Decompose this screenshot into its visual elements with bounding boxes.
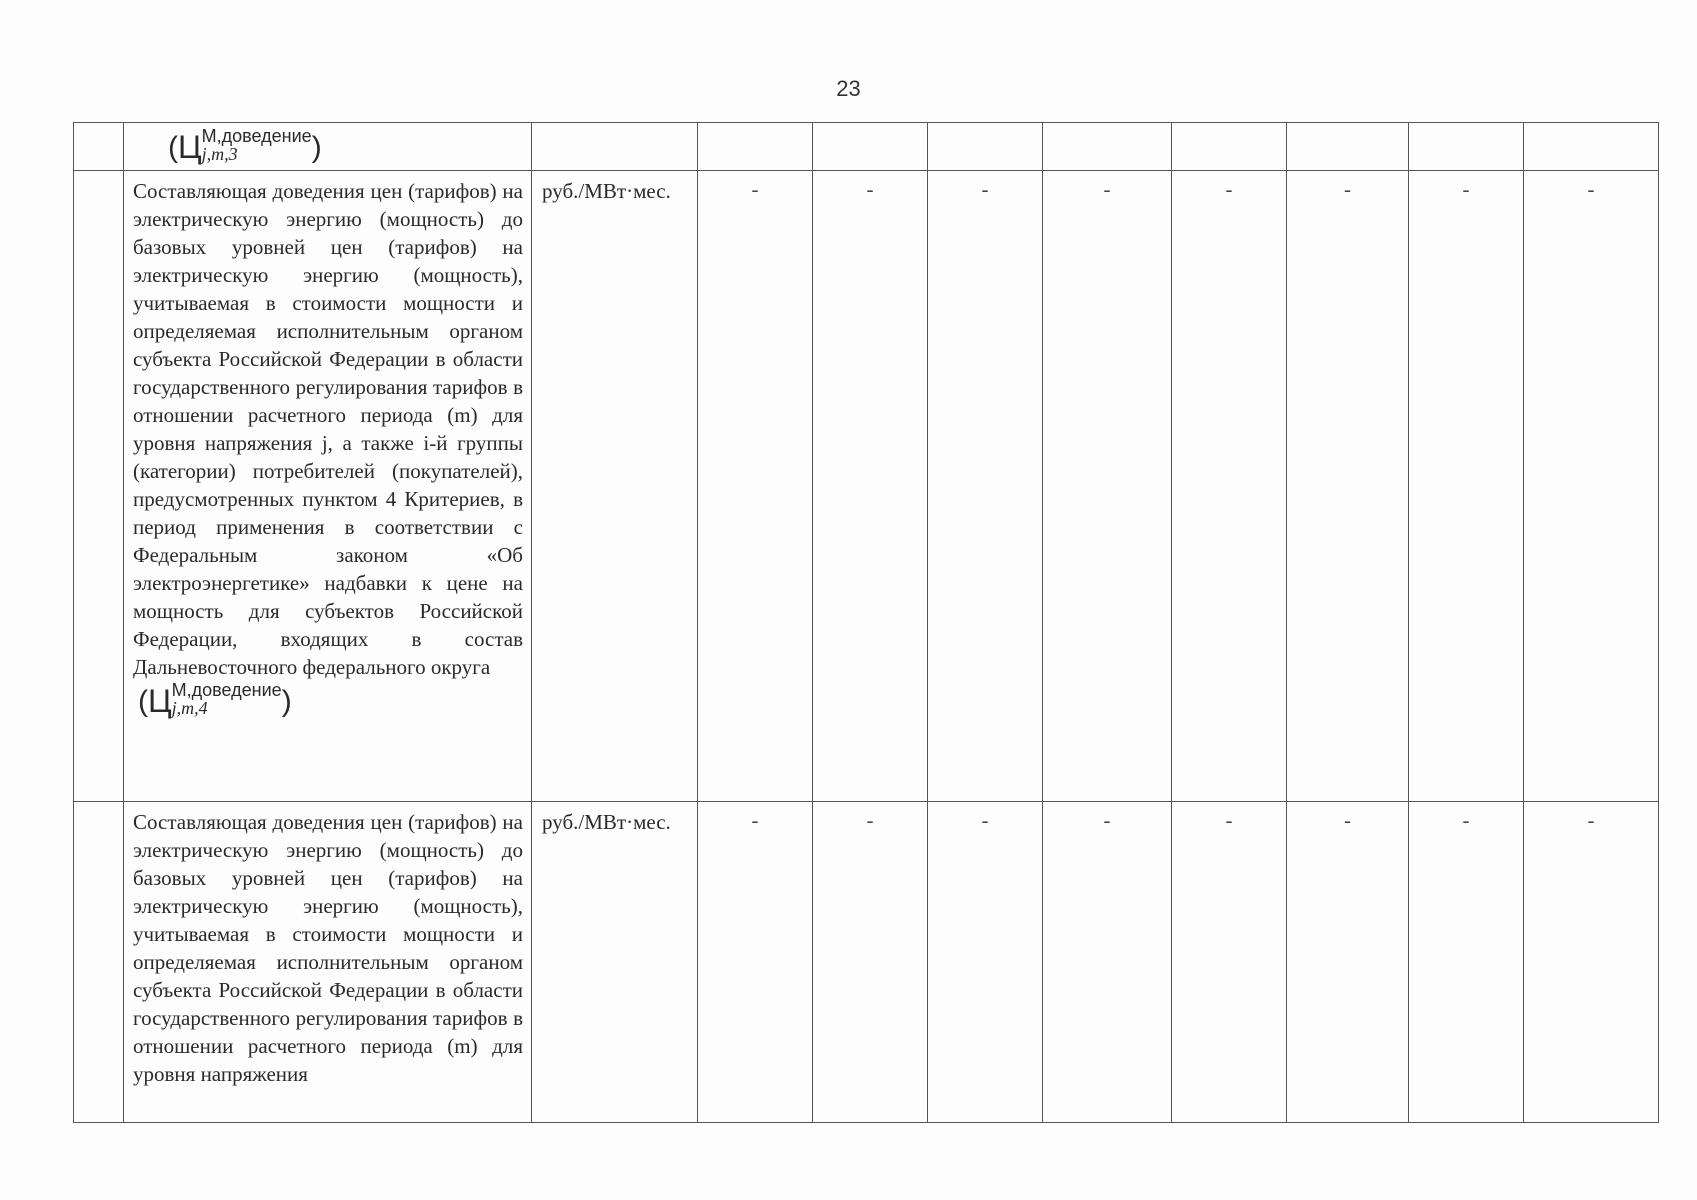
value-cell <box>1287 802 1409 1123</box>
description-cell <box>124 802 532 1123</box>
value-cell <box>1524 171 1659 802</box>
value-dash: - <box>1103 808 1111 832</box>
value-cell <box>1043 802 1172 1123</box>
value-dash: - <box>866 808 874 832</box>
value-dash: - <box>1462 177 1470 201</box>
tariff-table <box>73 122 1659 1123</box>
table-row-continuation <box>74 123 1659 171</box>
value-cell <box>1287 171 1409 802</box>
value-dash: - <box>751 808 759 832</box>
table-row <box>74 171 1659 802</box>
value-dash: - <box>1462 808 1470 832</box>
value-dash: - <box>1103 177 1111 201</box>
value-cell <box>928 802 1043 1123</box>
value-cell <box>1172 123 1287 171</box>
value-dash: - <box>866 177 874 201</box>
page-number: 23 <box>836 76 861 101</box>
formula-open-paren: ( <box>168 131 178 164</box>
value-cell <box>1172 171 1287 802</box>
unit-label: руб./МВт·мес. <box>542 810 671 834</box>
description-cell <box>124 123 532 171</box>
formula-superscript: М,доведение <box>171 680 282 700</box>
value-dash: - <box>981 177 989 201</box>
value-cell <box>1524 802 1659 1123</box>
value-cell <box>698 123 813 171</box>
unit-cell <box>532 123 698 171</box>
value-dash: - <box>1587 177 1595 201</box>
formula-cm-doved-3 <box>124 123 322 163</box>
formula-symbol: Ц <box>148 683 172 719</box>
value-dash: - <box>1587 808 1595 832</box>
value-dash: - <box>1344 808 1351 832</box>
formula-superscript: М,доведение <box>201 126 312 146</box>
value-cell <box>698 171 813 802</box>
description-cell <box>124 171 532 802</box>
value-dash: - <box>981 808 989 832</box>
formula-symbol: Ц <box>178 129 202 165</box>
formula-close-paren: ) <box>311 131 322 164</box>
value-cell <box>928 171 1043 802</box>
value-cell <box>1409 802 1524 1123</box>
formula-cm-doved-4 <box>138 677 292 717</box>
value-cell <box>1043 123 1172 171</box>
table-row <box>74 802 1659 1123</box>
value-cell <box>1409 171 1524 802</box>
value-cell <box>698 802 813 1123</box>
value-cell <box>1409 123 1524 171</box>
index-cell <box>74 171 124 802</box>
value-dash: - <box>1225 177 1233 201</box>
value-cell <box>1043 171 1172 802</box>
formula-open-paren: ( <box>138 685 148 718</box>
formula-subscript: j,m,3 <box>201 144 238 164</box>
value-cell <box>1524 123 1659 171</box>
row-description: Составляющая доведения цен (тарифов) на электрическую энергию (мощность) до базовых уровней цен (тарифов) на электрическую энергию (мощность), учитываемая в стоимости мощности и определяемая исполнительным органом субъекта Российской Федерации в области государственного регулирования тарифов в отношении расчетного периода (m) для уровня напряжения <box>133 810 523 1086</box>
value-cell <box>813 123 928 171</box>
unit-cell <box>532 171 698 802</box>
value-dash: - <box>1344 177 1351 201</box>
index-cell <box>74 123 124 171</box>
value-cell <box>1287 123 1409 171</box>
unit-label: руб./МВт·мес. <box>542 179 671 203</box>
value-cell <box>813 171 928 802</box>
formula-subscript: j,m,4 <box>171 698 208 718</box>
value-cell <box>928 123 1043 171</box>
unit-cell <box>532 802 698 1123</box>
value-cell <box>1172 802 1287 1123</box>
value-dash: - <box>751 177 759 201</box>
value-dash: - <box>1225 808 1233 832</box>
index-cell <box>74 802 124 1123</box>
row-description: Составляющая доведения цен (тарифов) на электрическую энергию (мощность) до базовых уровней цен (тарифов) на электрическую энергию (мощность), учитываемая в стоимости мощности и определяемая исполнительным органом субъекта Российской Федерации в области государственного регулирования тарифов в отношении расчетного периода (m) для уровня напряжения j, а также i-й группы (категории) потребителей (покупателей), предусмотренных пунктом 4 Критериев, в период применения в соответствии с Федеральным законом «Об электроэнергетике» надбавки к цене на мощность для субъектов Российской Федерации, входящих в состав Дальневосточного федерального округа <box>133 179 523 679</box>
value-cell <box>813 802 928 1123</box>
formula-close-paren: ) <box>281 685 292 718</box>
